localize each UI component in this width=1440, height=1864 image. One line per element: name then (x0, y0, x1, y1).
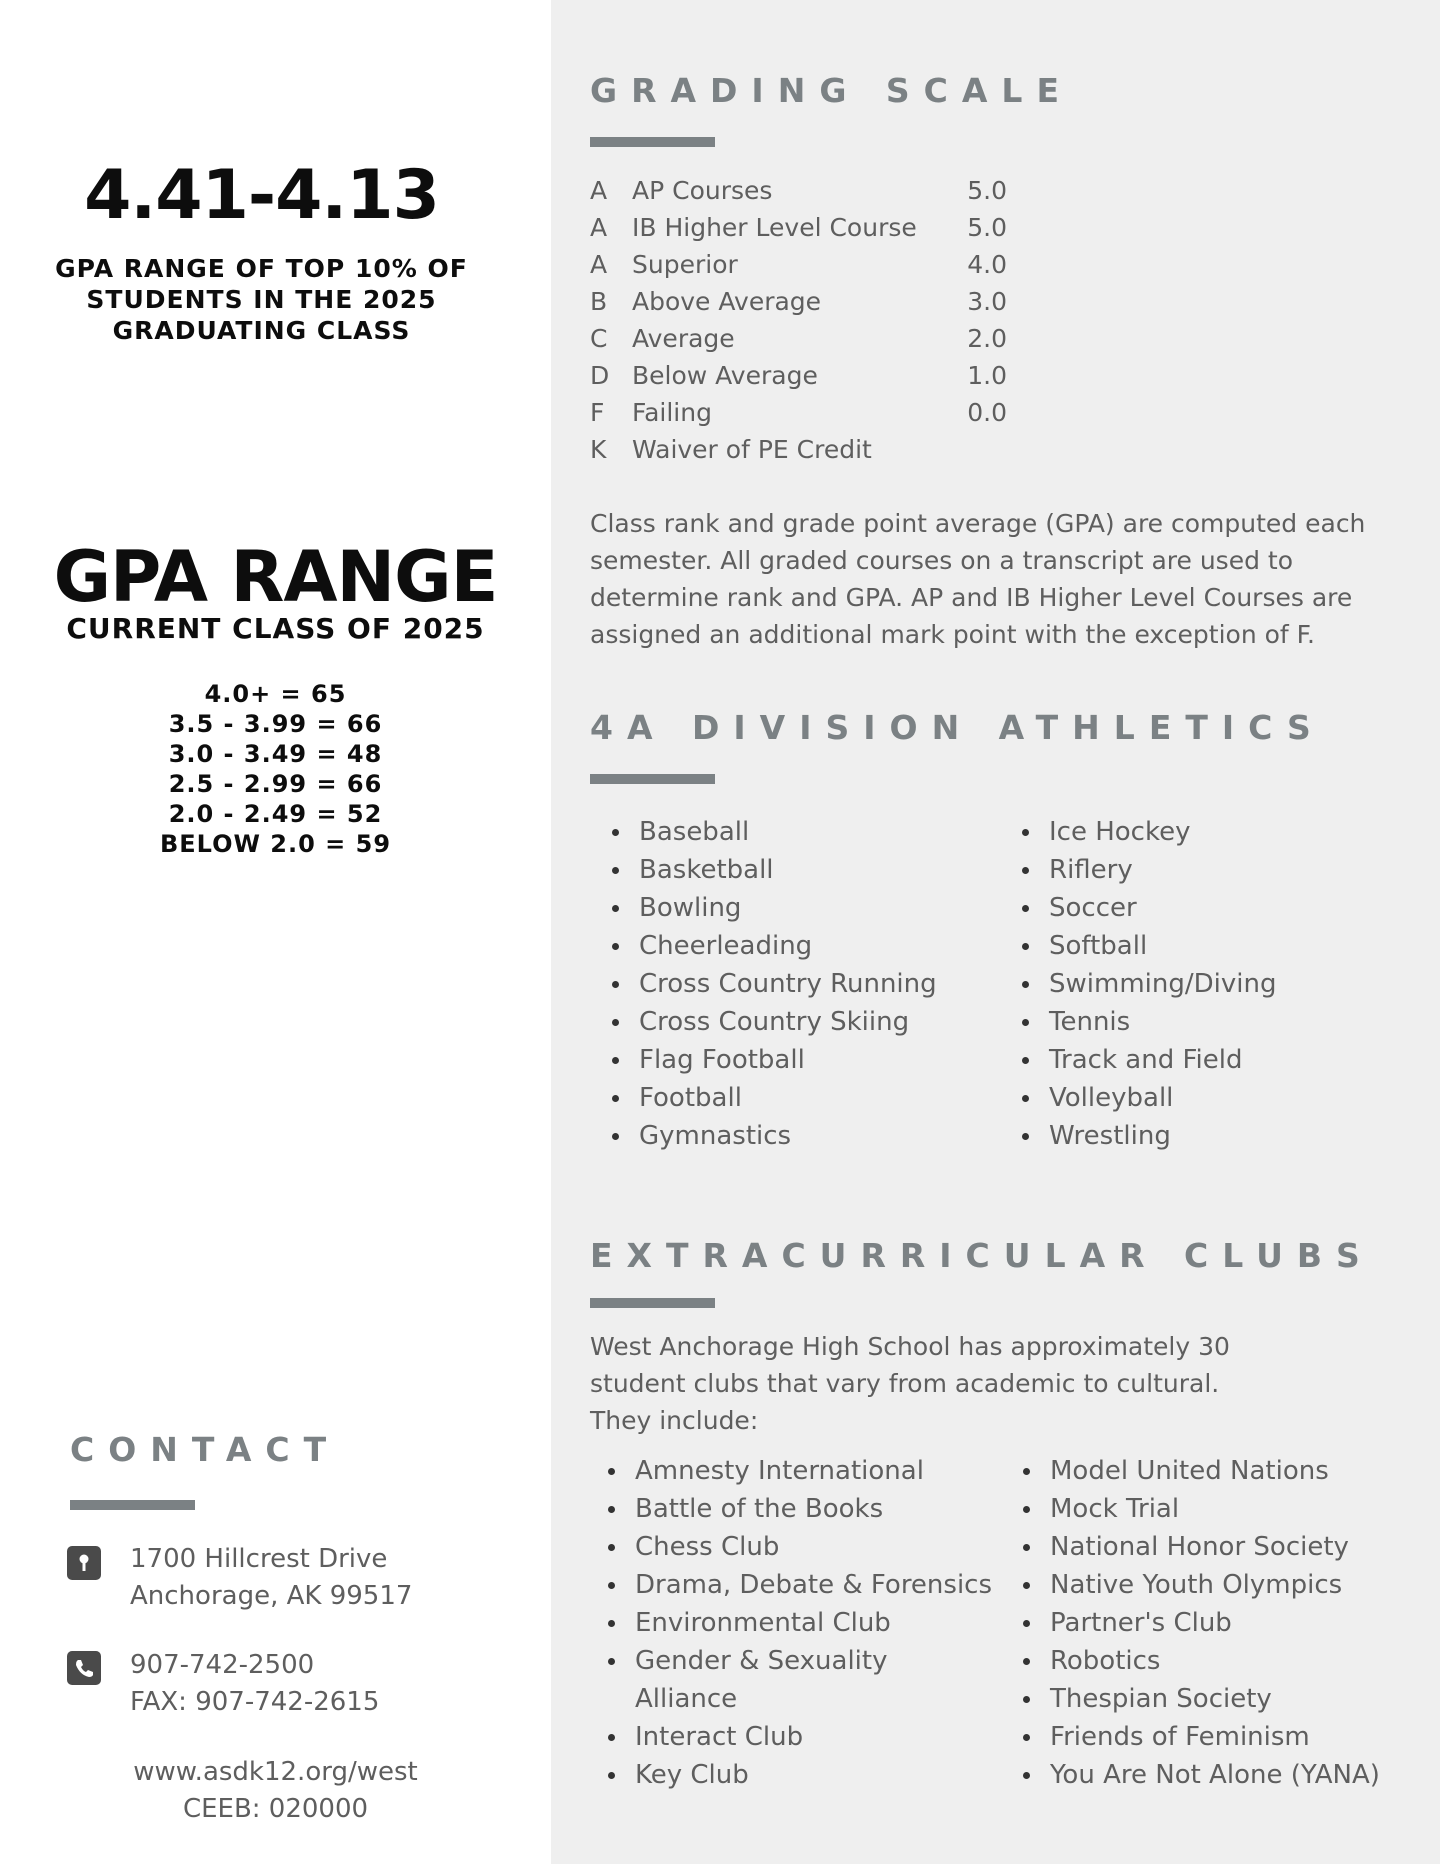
grading-divider (590, 137, 715, 147)
club-item: Amnesty International (586, 1452, 992, 1490)
grade-description: Average (632, 324, 735, 353)
athletics-item: Wrestling (1000, 1117, 1276, 1155)
grade-points: 0.0 (967, 398, 1007, 427)
grade-points: 3.0 (967, 287, 1007, 316)
grading-row (590, 320, 1007, 357)
clubs-list-left (586, 1452, 992, 1794)
grade-points: 5.0 (967, 176, 1007, 205)
clubs-intro-line: They include: (590, 1406, 759, 1435)
grade-description: AP Courses (632, 176, 773, 205)
clubs-list-right (1001, 1452, 1380, 1794)
grading-scale-table (590, 172, 1007, 468)
club-item: Partner's Club (1001, 1604, 1380, 1642)
grading-row (590, 172, 1007, 209)
grade-points: 4.0 (967, 250, 1007, 279)
clubs-divider (590, 1298, 715, 1308)
clubs-intro-line: West Anchorage High School has approximately 30 (590, 1332, 1230, 1361)
grading-row (590, 209, 1007, 246)
athletics-item: Swimming/Diving (1000, 965, 1276, 1003)
athletics-item: Cross Country Skiing (590, 1003, 937, 1041)
gpa-range-item: 3.5 - 3.99 = 66 (168, 710, 383, 738)
club-item: Key Club (586, 1756, 992, 1794)
club-item: You Are Not Alone (YANA) (1001, 1756, 1380, 1794)
grade-letter: C (590, 324, 608, 353)
clubs-heading: EXTRACURRICULAR CLUBS (590, 1236, 1374, 1275)
athletics-divider (590, 774, 715, 784)
grade-letter: K (590, 435, 607, 464)
grade-description: Below Average (632, 361, 818, 390)
grading-row (590, 283, 1007, 320)
gpa-range-item: 2.0 - 2.49 = 52 (168, 800, 383, 828)
ceeb-code: CEEB: 020000 (182, 1794, 369, 1824)
athletics-item: Bowling (590, 889, 937, 927)
athletics-list-left (590, 813, 937, 1155)
gpa-range-item: 2.5 - 2.99 = 66 (168, 770, 383, 798)
grade-points: 1.0 (967, 361, 1007, 390)
grade-points (947, 431, 1007, 468)
athletics-item: Cheerleading (590, 927, 937, 965)
athletics-item: Volleyball (1000, 1079, 1276, 1117)
grade-description: Above Average (632, 287, 822, 316)
grade-description: Waiver of PE Credit (632, 435, 872, 464)
athletics-item: Baseball (590, 813, 937, 851)
club-item: National Honor Society (1001, 1528, 1380, 1566)
athletics-item: Track and Field (1000, 1041, 1276, 1079)
website-link[interactable]: www.asdk12.org/west (133, 1757, 418, 1787)
contact-heading: CONTACT (70, 1430, 341, 1469)
gpa-range-title: GPA RANGE (53, 536, 498, 618)
grade-letter: F (590, 398, 605, 427)
athletics-item: Riflery (1000, 851, 1276, 889)
top-gpa-description: GPA RANGE OF TOP 10% OF STUDENTS IN THE 2025 GRADUATING CLASS (55, 254, 468, 345)
athletics-item: Gymnastics (590, 1117, 937, 1155)
athletics-list-right (1000, 813, 1276, 1155)
club-item: Model United Nations (1001, 1452, 1380, 1490)
grade-letter: B (590, 287, 608, 316)
athletics-item: Ice Hockey (1000, 813, 1276, 851)
gpa-range-item: BELOW 2.0 = 59 (159, 830, 392, 858)
grade-points: 2.0 (967, 324, 1007, 353)
gpa-range-item: 3.0 - 3.49 = 48 (168, 740, 383, 768)
club-item: Battle of the Books (586, 1490, 992, 1528)
club-item: Environmental Club (586, 1604, 992, 1642)
club-item: Mock Trial (1001, 1490, 1380, 1528)
club-item: Interact Club (586, 1718, 992, 1756)
grade-letter: A (590, 176, 608, 205)
grading-row (590, 431, 1007, 468)
gpa-range-list (0, 679, 551, 859)
grade-letter: A (590, 250, 608, 279)
clubs-intro-line: student clubs that vary from academic to cultural. (590, 1369, 1220, 1398)
athletics-heading: 4A DIVISION ATHLETICS (590, 708, 1325, 747)
location-pin-icon (67, 1546, 101, 1580)
contact-address (130, 1541, 412, 1615)
athletics-item: Softball (1000, 927, 1276, 965)
gpa-explanation: Class rank and grade point average (GPA) are computed each semester. All graded courses on a transcript are used to determine rank and GPA. AP and IB Higher Level Courses are assigned an additional mark point with the exception of F. (590, 509, 1366, 649)
grading-scale-heading: GRADING SCALE (590, 71, 1073, 110)
contact-web-block (110, 1754, 441, 1828)
contact-phone-block (130, 1647, 379, 1721)
address-line-2: Anchorage, AK 99517 (130, 1581, 413, 1611)
club-item: Gender & Sexuality Alliance (586, 1642, 896, 1718)
grade-description: IB Higher Level Course (632, 213, 917, 242)
athletics-item: Tennis (1000, 1003, 1276, 1041)
address-line-1: 1700 Hillcrest Drive (130, 1544, 388, 1574)
athletics-item: Flag Football (590, 1041, 937, 1079)
athletics-item: Cross Country Running (590, 965, 937, 1003)
contact-divider (70, 1500, 195, 1510)
club-item: Chess Club (586, 1528, 992, 1566)
grade-letter: D (590, 361, 610, 390)
gpa-range-item: 4.0+ = 65 (204, 680, 347, 708)
grade-description: Failing (632, 398, 712, 427)
club-item: Thespian Society (1001, 1680, 1380, 1718)
club-item: Drama, Debate & Forensics (586, 1566, 992, 1604)
athletics-item: Football (590, 1079, 937, 1117)
athletics-item: Basketball (590, 851, 937, 889)
phone-icon (67, 1651, 101, 1685)
grade-description: Superior (632, 250, 738, 279)
athletics-item: Soccer (1000, 889, 1276, 927)
club-item: Friends of Feminism (1001, 1718, 1380, 1756)
phone-number: 907-742-2500 (130, 1650, 315, 1680)
grading-row (590, 394, 1007, 431)
clubs-intro (590, 1328, 1290, 1439)
grade-points: 5.0 (967, 213, 1007, 242)
club-item: Robotics (1001, 1642, 1380, 1680)
gpa-range-subtitle: CURRENT CLASS OF 2025 (66, 612, 485, 645)
grading-row (590, 357, 1007, 394)
grading-row (590, 246, 1007, 283)
top-gpa-range: 4.41-4.13 (84, 156, 439, 235)
club-item: Native Youth Olympics (1001, 1566, 1380, 1604)
fax-number: FAX: 907-742-2615 (130, 1687, 380, 1717)
grade-letter: A (590, 213, 608, 242)
